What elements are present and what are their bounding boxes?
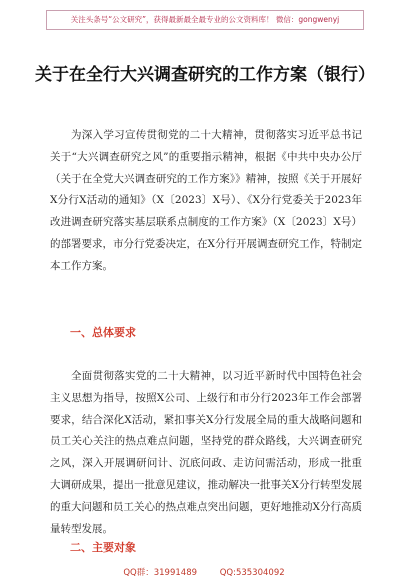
footer-contact [0, 566, 408, 578]
general-requirements-paragraph: 全面贯彻落实党的二十大精神，以习近平新时代中国特色社会主义思想为指导，按照X公司、上级行和市分行2023年工作会部署要求，结合深化X活动，紧扣事关X分行发展全局的重大战略问题和员工关心关注的热点难点问题，坚持党的群众路线，大兴调查研究之风，深入开展调研问计、沉底问政、走访问需活动，形成一批重大调研成果，提出一批意见建议，推动解决一批事关X分行转型发展的重大问题和员工关心的热点难点突出问题，更好地推动X分行高质量转型发展。 [50, 370, 362, 535]
footer-qq-group: QQ群：31991489 [123, 568, 198, 578]
footer-qq: QQ:535304092 [219, 568, 285, 578]
document-title: 关于在全行大兴调查研究的工作方案（银行） [35, 65, 375, 85]
section-heading-main-targets: 二、主要对象 [70, 541, 136, 554]
section-heading-general-requirements: 一、总体要求 [70, 326, 136, 339]
promo-banner: 关注头条号“公文研究”，获得最新最全最专业的公文资料库！ 微信：gongwenyj [46, 10, 364, 30]
intro-paragraph: 为深入学习宣传贯彻党的二十大精神，贯彻落实习近平总书记关于“大兴调查研究之风”的重要指示精神，根据《中共中央办公厅（关于在全党大兴调查研究的工作方案》》精神，按照《关于开展好X分行X活动的通知》（X〔2023〕X号）、《X分行党委关于2023年改进调查研究落实基层联系点制度的工作方案》（X〔2023〕X号）的部署要求，市分行党委决定，在X分行开展调查研究工作，特制定本工作方案。 [50, 129, 362, 272]
